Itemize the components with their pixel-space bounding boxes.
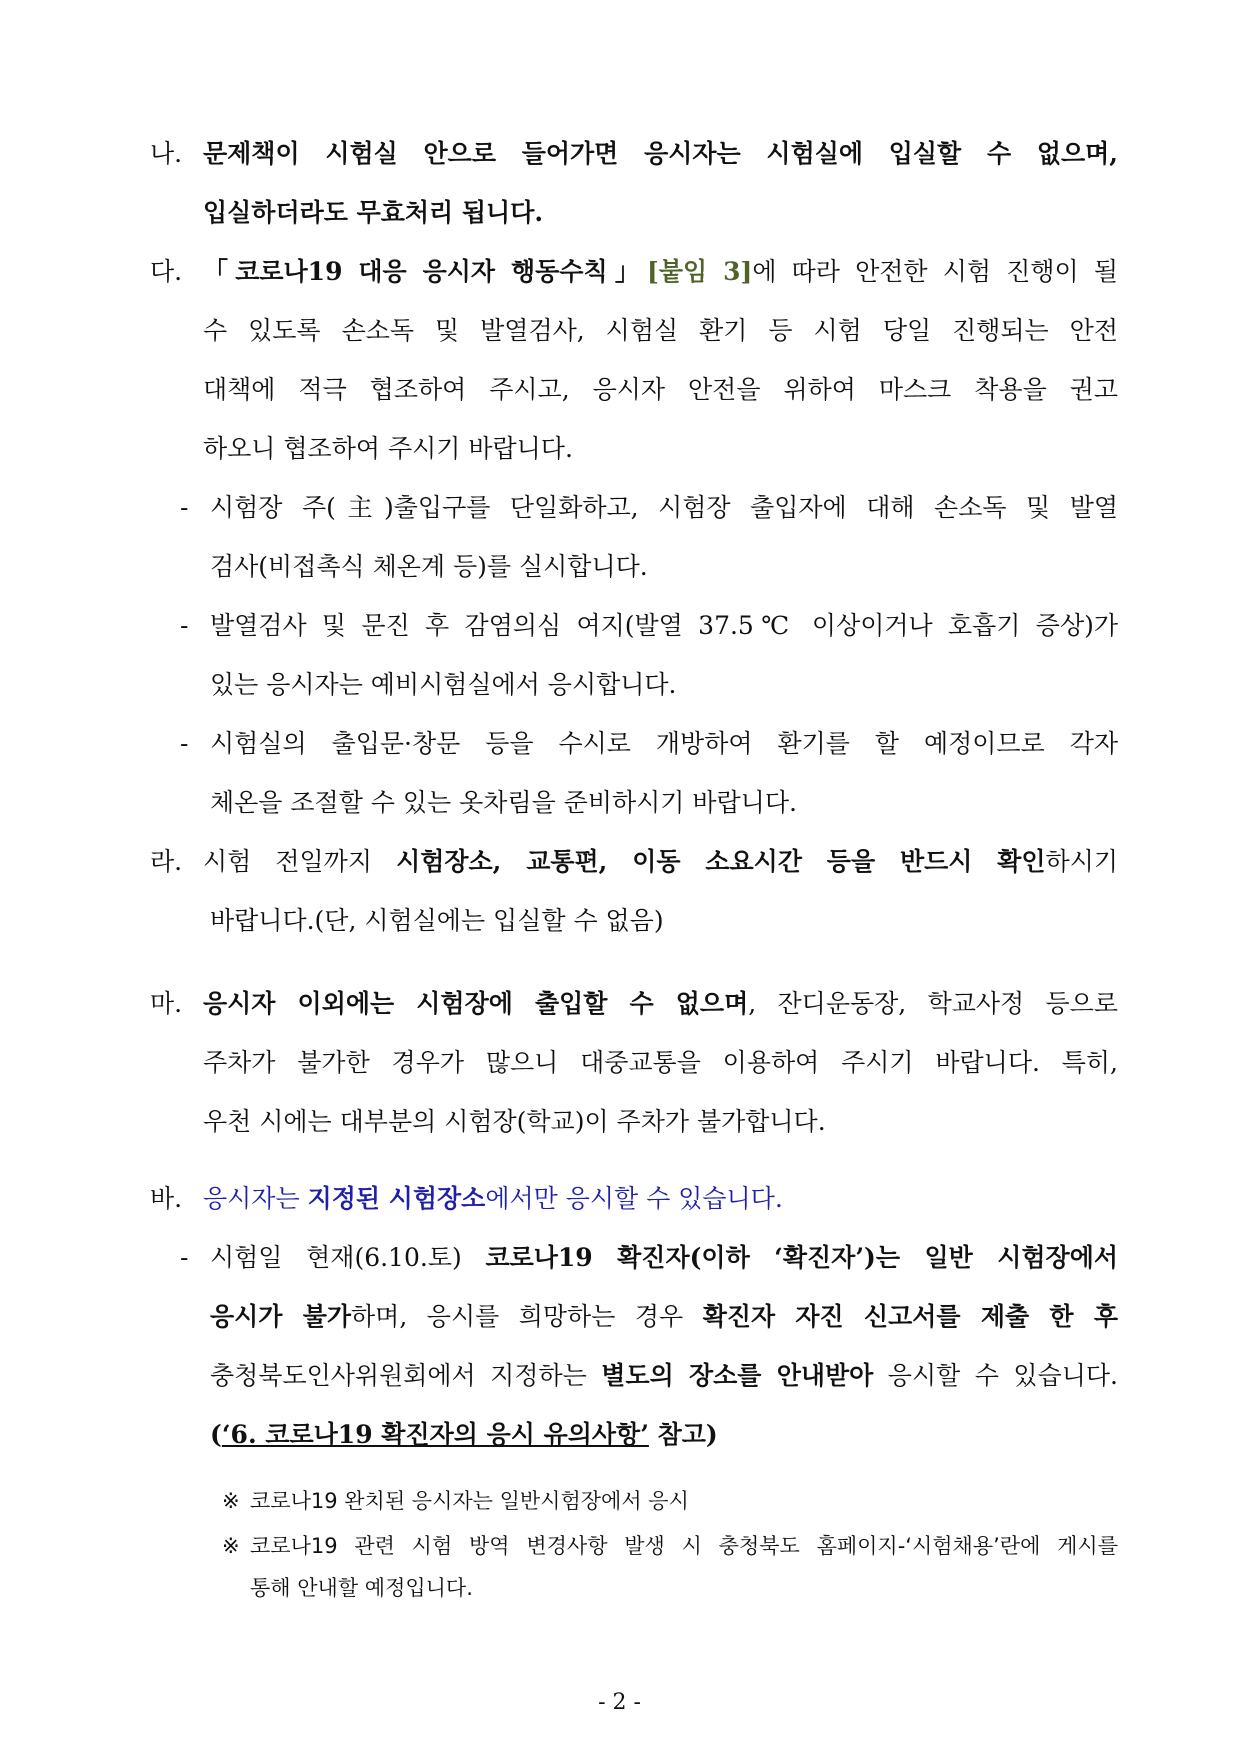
note-mark: ※ bbox=[222, 1489, 240, 1513]
bullet-1-line1: 시험장 주(主)출입구를 단일화하고, 시험장 출입자에 대해 손소독 및 발열 bbox=[210, 493, 1118, 522]
ba-bullet-line2-bold2: 확진자 자진 신고서를 제출 한 후 bbox=[702, 1302, 1118, 1331]
ba-bullet-line2-bold1: 응시가 불가 bbox=[210, 1302, 352, 1331]
section-na-line2: 입실하더라도 무효처리 됩니다. bbox=[203, 198, 544, 227]
section-marker-ma: 마. bbox=[150, 989, 183, 1018]
ba-bullet-line4-close: 참고) bbox=[648, 1420, 718, 1449]
section-marker-ba: 바. bbox=[150, 1184, 183, 1213]
ba-line1-bold: 지정된 시험장소 bbox=[307, 1184, 486, 1213]
section-ma-line1 bbox=[203, 987, 1118, 1021]
ba-line1-pre: 응시자는 bbox=[203, 1184, 308, 1213]
section-ra-line2: 바랍니다.(단, 시험실에는 입실할 수 없음) bbox=[210, 906, 664, 935]
section-ma-line3: 우천 시에는 대부분의 시험장(학교)이 주차가 불가합니다. bbox=[203, 1107, 826, 1136]
ba-bullet-line1-pre: 시험일 현재(6.10.토) bbox=[210, 1243, 486, 1272]
section-da-line1 bbox=[203, 255, 1118, 289]
da-title: 「코로나19 대응 응시자 행동수칙」 bbox=[203, 257, 648, 286]
ba-line1-post: 에서만 응시할 수 있습니다. bbox=[485, 1184, 783, 1213]
section-marker-da: 다. bbox=[150, 257, 183, 286]
ba-bullet-line1 bbox=[210, 1241, 1118, 1275]
ra-line1-bold: 시험장소, 교통편, 이동 소요시간 등을 반드시 확인 bbox=[396, 847, 1046, 876]
ba-bullet-line3 bbox=[210, 1359, 1118, 1393]
ba-bullet-line2-mid: 하며, 응시를 희망하는 경우 bbox=[351, 1302, 703, 1331]
section-ra-line1 bbox=[203, 845, 1118, 879]
ra-line1-pre: 시험 전일까지 bbox=[203, 847, 397, 876]
section-marker-na: 나. bbox=[150, 139, 183, 168]
da-line1-rest: 에 따라 안전한 시험 진행이 될 bbox=[752, 257, 1118, 286]
section-da-line3: 대책에 적극 협조하여 주시고, 응시자 안전을 위하여 마스크 착용을 권고 bbox=[203, 375, 1118, 404]
bullet-dash: - bbox=[180, 1243, 189, 1272]
bullet-dash: - bbox=[180, 493, 189, 522]
section-na-line1: 문제책이 시험실 안으로 들어가면 응시자는 시험실에 입실할 수 없으며, bbox=[203, 139, 1118, 168]
da-reference: [붙임 3] bbox=[647, 257, 753, 286]
ba-bullet-line3-pre: 충청북도인사위원회에서 지정하는 bbox=[210, 1361, 602, 1390]
bullet-3-line2: 체온을 조절할 수 있는 옷차림을 준비하시기 바랍니다. bbox=[210, 788, 797, 817]
ba-bullet-line1-bold: 코로나19 확진자(이하 ‘확진자’)는 일반 시험장에서 bbox=[485, 1243, 1118, 1272]
bullet-dash: - bbox=[180, 611, 189, 640]
note-mark: ※ bbox=[222, 1534, 240, 1558]
bullet-3-line1: 시험실의 출입문·창문 등을 수시로 개방하여 환기를 할 예정이므로 각자 bbox=[210, 729, 1118, 758]
ra-line1-post: 하시기 bbox=[1045, 847, 1118, 876]
bullet-2-line1: 발열검사 및 문진 후 감염의심 여지(발열 37.5℃ 이상이거나 호흡기 증상)가 bbox=[210, 611, 1118, 640]
bullet-1-line2: 검사(비접촉식 체온계 등)를 실시합니다. bbox=[210, 552, 648, 581]
ba-bullet-line3-post: 응시할 수 있습니다. bbox=[873, 1361, 1118, 1390]
note-1-line1: 코로나19 완치된 응시자는 일반시험장에서 응시 bbox=[250, 1489, 689, 1513]
page-number: - 2 - bbox=[598, 1690, 641, 1715]
ba-bullet-line4-open: ( bbox=[210, 1420, 222, 1449]
note-2-line2: 통해 안내할 예정입니다. bbox=[250, 1576, 473, 1600]
bullet-dash: - bbox=[180, 729, 189, 758]
section-da-line4: 하오니 협조하여 주시기 바랍니다. bbox=[203, 434, 573, 463]
section-ma-line2: 주차가 불가한 경우가 많으니 대중교통을 이용하여 주시기 바랍니다. 특히, bbox=[203, 1048, 1118, 1077]
ba-bullet-line3-bold: 별도의 장소를 안내받아 bbox=[601, 1361, 874, 1390]
ba-bullet-line4 bbox=[210, 1418, 718, 1452]
bullet-2-line2: 있는 응시자는 예비시험실에서 응시합니다. bbox=[210, 670, 677, 699]
ma-line1-rest: , 잔디운동장, 학교사정 등으로 bbox=[748, 989, 1118, 1018]
note-2-line1: 코로나19 관련 시험 방역 변경사항 발생 시 충청북도 홈페이지-‘시험채용’란에 게시를 bbox=[250, 1534, 1118, 1558]
section-marker-ra: 라. bbox=[150, 847, 183, 876]
ba-bullet-reference-link: ‘6. 코로나19 확진자의 응시 유의사항’ bbox=[221, 1420, 649, 1449]
section-ba-line1 bbox=[203, 1182, 783, 1216]
section-da-line2: 수 있도록 손소독 및 발열검사, 시험실 환기 등 시험 당일 진행되는 안전 bbox=[203, 316, 1118, 345]
ba-bullet-line2 bbox=[210, 1300, 1118, 1334]
ma-line1-bold: 응시자 이외에는 시험장에 출입할 수 없으며 bbox=[203, 989, 749, 1018]
